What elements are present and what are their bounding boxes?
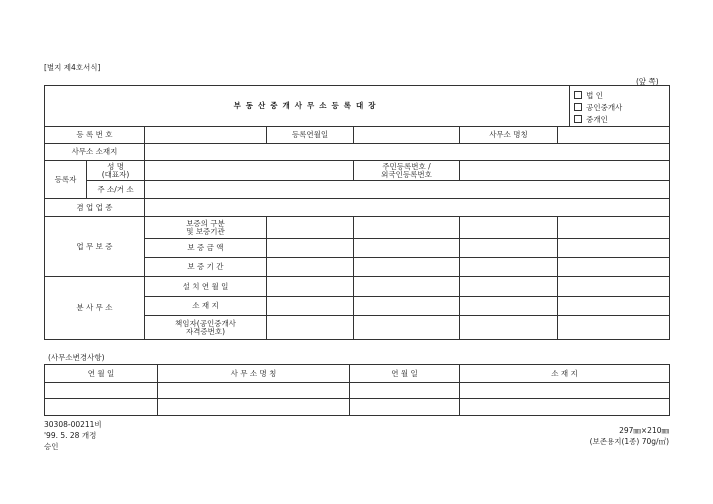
guarantee-period-cell[interactable] — [460, 258, 558, 277]
guarantee-amount-cell[interactable] — [354, 239, 460, 258]
checkbox-licensed-agent[interactable]: 공인중개사 — [574, 102, 669, 114]
branch-office-label: 분 사 무 소 — [45, 277, 145, 340]
establish-date-cell[interactable] — [460, 277, 558, 297]
paper-size: 297㎜×210㎜ — [619, 426, 669, 435]
change-cell[interactable] — [158, 399, 350, 416]
guarantee-amount-cell[interactable] — [460, 239, 558, 258]
checkbox-icon[interactable] — [574, 91, 582, 99]
checkbox-broker[interactable]: 중개인 — [574, 114, 669, 126]
change-section-title: (사무소변경사항) — [48, 353, 105, 362]
guarantee-period-cell[interactable] — [354, 258, 460, 277]
establish-date-cell[interactable] — [267, 277, 354, 297]
name-value[interactable] — [145, 161, 354, 181]
guarantee-type-cell[interactable] — [460, 217, 558, 239]
type-checkboxes — [570, 86, 670, 127]
establish-date-cell[interactable] — [558, 277, 670, 297]
change-date-header: 연 월 일 — [350, 365, 460, 383]
footer-left — [44, 419, 102, 452]
resident-no-value[interactable] — [460, 161, 670, 181]
reg-date-value[interactable] — [354, 127, 460, 144]
page-side-label: (앞 쪽) — [636, 77, 659, 86]
manager-cell[interactable] — [558, 316, 670, 340]
checkbox-icon[interactable] — [574, 115, 582, 123]
reg-no-value[interactable] — [145, 127, 267, 144]
guarantee-amount-label: 보 증 금 액 — [145, 239, 267, 258]
change-cell[interactable] — [45, 383, 158, 399]
office-address-label: 사무소 소재지 — [45, 144, 145, 161]
manager-cell[interactable] — [267, 316, 354, 340]
address-value[interactable] — [145, 181, 670, 199]
guarantee-type-cell[interactable] — [267, 217, 354, 239]
change-location-header: 소 재 지 — [460, 365, 670, 383]
office-name-label: 사무소 명칭 — [460, 127, 558, 144]
registrant-label: 등록자 — [45, 161, 87, 199]
guarantee-amount-cell[interactable] — [267, 239, 354, 258]
concurrent-business-value[interactable] — [145, 199, 670, 217]
paper-type: (보존용지(1종) 70g/㎡) — [589, 437, 669, 446]
business-guarantee-label: 업 무 보 증 — [45, 217, 145, 277]
guarantee-type-cell[interactable] — [558, 217, 670, 239]
form-number: [별지 제4호서식] — [44, 63, 101, 72]
register-table — [44, 85, 670, 340]
change-cell[interactable] — [460, 399, 670, 416]
change-office-name-header: 사 무 소 명 칭 — [158, 365, 350, 383]
guarantee-period-cell[interactable] — [267, 258, 354, 277]
establish-date-cell[interactable] — [354, 277, 460, 297]
reg-date-label: 등록연월일 — [267, 127, 354, 144]
footer-right — [590, 425, 669, 447]
guarantee-type-label: 보증의 구분 및 보증기관 — [145, 217, 267, 239]
location-cell[interactable] — [460, 297, 558, 316]
manager-cell[interactable] — [354, 316, 460, 340]
name-label: 성 명 (대표자) — [87, 161, 145, 181]
location-label: 소 재 지 — [145, 297, 267, 316]
checkbox-corporation[interactable]: 법 인 — [574, 90, 669, 102]
change-cell[interactable] — [350, 399, 460, 416]
establish-date-label: 설 치 연 월 일 — [145, 277, 267, 297]
reg-no-label: 등 록 번 호 — [45, 127, 145, 144]
change-history-table — [44, 364, 670, 416]
manager-label: 책임자(공인중개사 자격증번호) — [145, 316, 267, 340]
office-address-value[interactable] — [145, 144, 670, 161]
location-cell[interactable] — [267, 297, 354, 316]
guarantee-type-cell[interactable] — [354, 217, 460, 239]
resident-no-label: 주민등록번호 / 외국인등록번호 — [354, 161, 460, 181]
concurrent-business-label: 겸 업 업 종 — [45, 199, 145, 217]
change-cell[interactable] — [158, 383, 350, 399]
guarantee-amount-cell[interactable] — [558, 239, 670, 258]
change-cell[interactable] — [460, 383, 670, 399]
location-cell[interactable] — [354, 297, 460, 316]
guarantee-period-label: 보 증 기 간 — [145, 258, 267, 277]
manager-cell[interactable] — [460, 316, 558, 340]
address-label: 주 소/거 소 — [87, 181, 145, 199]
office-name-value[interactable] — [558, 127, 670, 144]
checkbox-icon[interactable] — [574, 103, 582, 111]
guarantee-period-cell[interactable] — [558, 258, 670, 277]
change-cell[interactable] — [45, 399, 158, 416]
approval-label: 승인 — [44, 442, 59, 451]
form-code: 30308-00211비 — [44, 420, 102, 429]
location-cell[interactable] — [558, 297, 670, 316]
revision-date: '99. 5. 28 개정 — [44, 431, 97, 440]
form-title: 부동산중개사무소등록대장 — [45, 86, 570, 127]
change-date-header: 연 월 일 — [45, 365, 158, 383]
change-cell[interactable] — [350, 383, 460, 399]
